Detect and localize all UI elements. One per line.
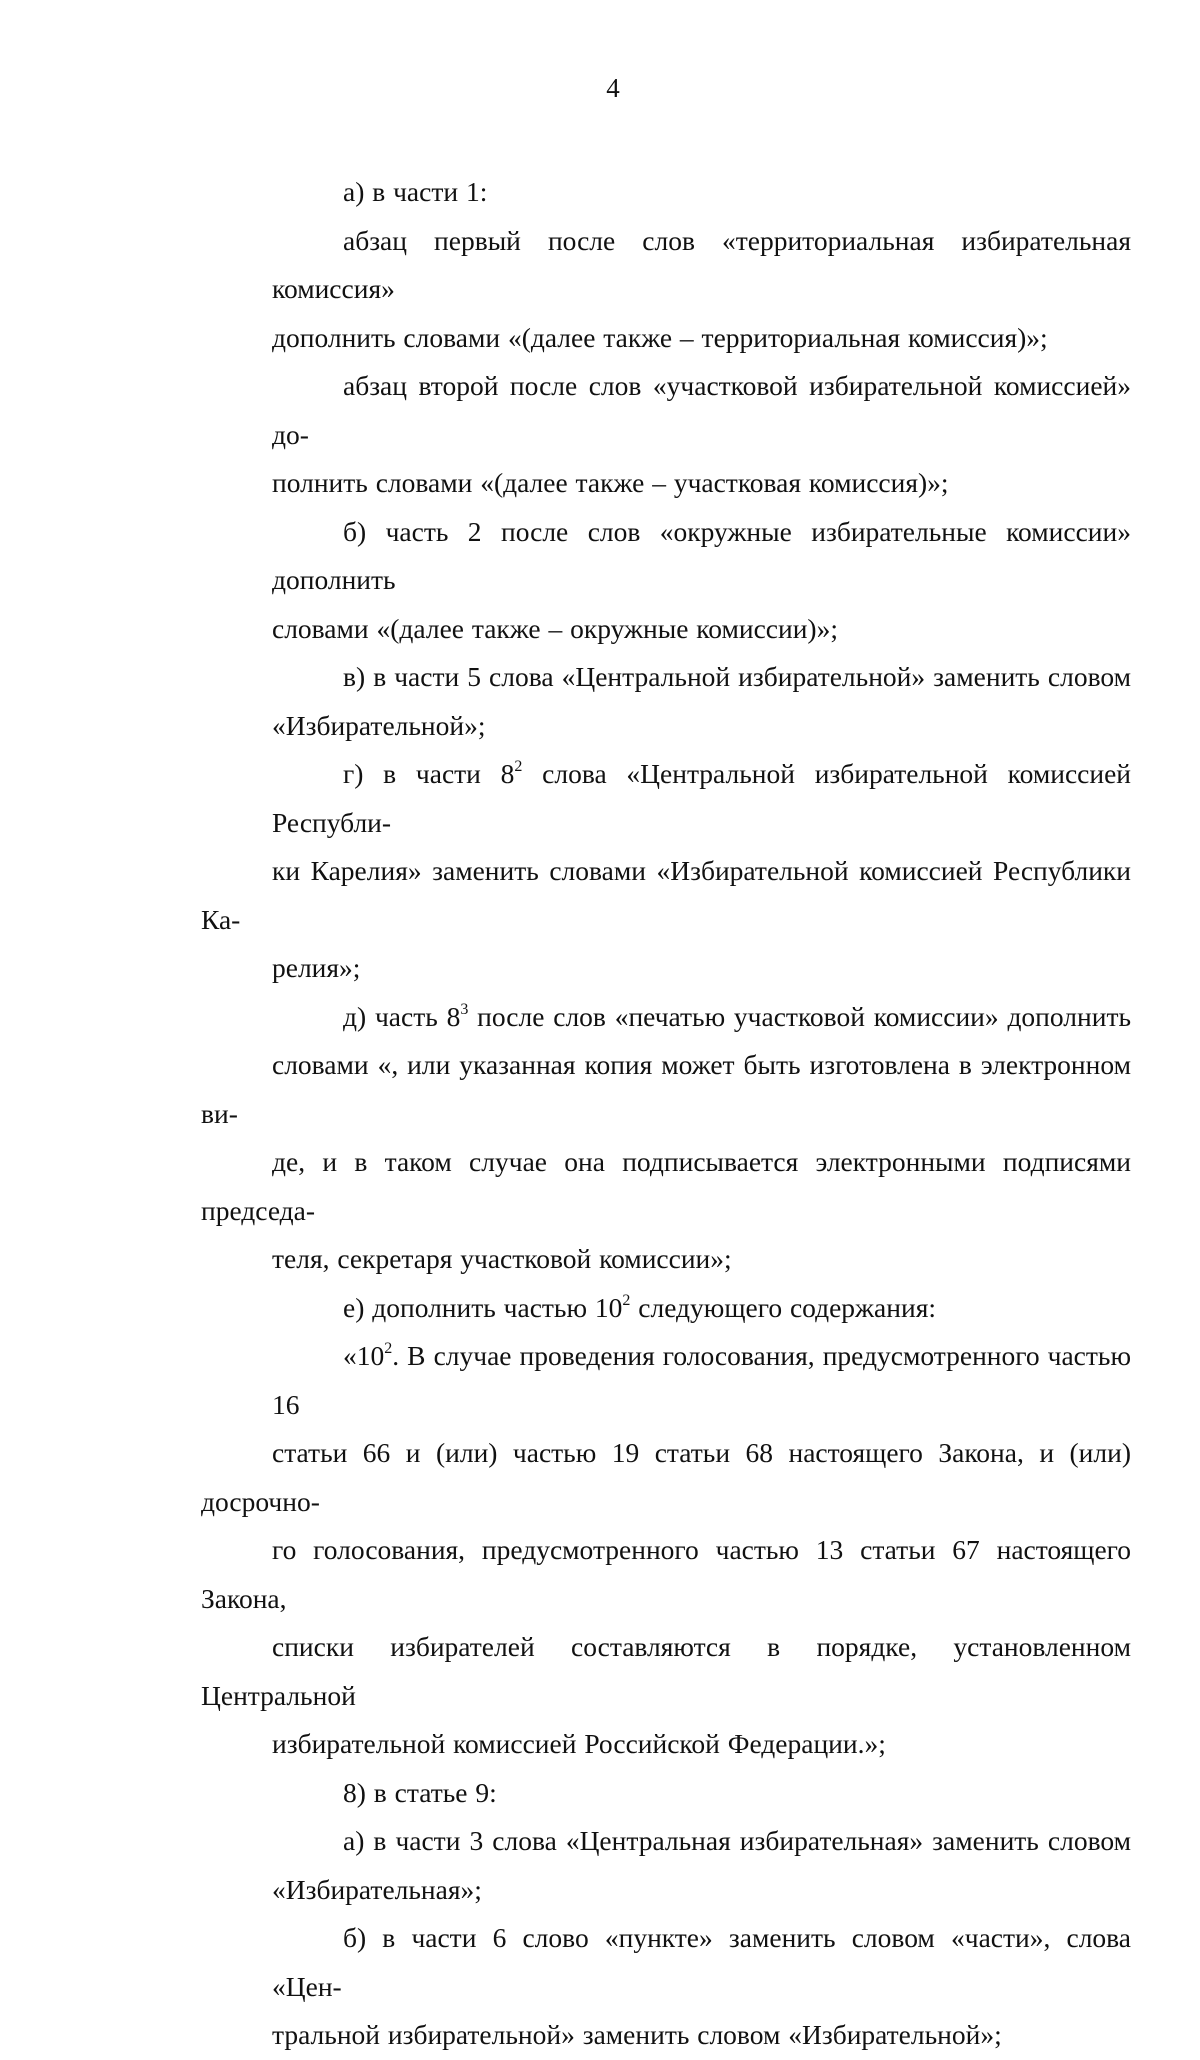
text-fragment: «10 [343,1340,385,1371]
paragraph-a-part3 [201,1817,1131,1914]
text-line: б) в части 6 слово «пункте» заменить словом «части», слова «Цен- [272,1922,1131,2002]
text-fragment: после слов «печатью участковой комиссии» дополнить [468,1000,1132,1032]
text-line: полнить словами «(далее также – участковая комиссия)»; [272,467,949,498]
text-line: «Избирательной»; [272,709,486,741]
text-fragment: . В случае проведения голосования, предусмотренного частью 16 [272,1340,1131,1420]
paragraph-g-part8-2 [201,750,1131,993]
paragraph-b-part6 [201,1914,1131,2060]
paragraph-v-part5 [201,653,1131,750]
text-line [201,750,1131,847]
paragraph-quoted-part10-2 [201,1332,1131,1769]
superscript: 2 [514,758,523,775]
text-fragment: г) в части 8 [343,758,515,789]
text-fragment: следующего содержания: [630,1291,936,1323]
page-number: 4 [606,73,620,103]
text-line: б) часть 2 после слов «окружные избирательные комиссии» дополнить [272,515,1131,595]
text-fragment: д) часть 8 [343,1000,461,1032]
text-line [201,993,1131,1042]
text-line: списки избирателей составляются в порядке, установленном Центральной [201,1631,1131,1711]
text-line: теля, секретаря участковой комиссии»; [272,1243,732,1274]
text-line: тральной избирательной» заменить словом «Избирательной»; [272,2019,1002,2050]
text-line: а) в части 1: [343,176,488,207]
text-line: статьи 66 и (или) частью 19 статьи 68 настоящего Закона, и (или) досрочно- [201,1437,1131,1517]
paragraph-a-part1 [201,168,1131,217]
text-line: словами «(далее также – окружные комиссии)»; [272,612,838,644]
text-line: ки Карелия» заменить словами «Избирательной комиссией Республики Ка- [201,855,1131,935]
text-fragment: е) дополнить частью 10 [343,1291,623,1323]
paragraph-b-part2 [201,508,1131,654]
superscript: 2 [384,1340,393,1357]
paragraph-abzac-vtoroi [201,362,1131,508]
text-line: абзац первый после слов «территориальная избирательная комиссия» [272,224,1131,304]
superscript: 3 [460,1000,469,1018]
text-line: избирательной комиссией Российской Федерации.»; [272,1728,886,1759]
text-line: словами «, или указанная копия может быть изготовлена в электронном ви- [201,1049,1131,1129]
text-line: релия»; [272,952,361,983]
text-line: абзац второй после слов «участковой избирательной комиссией» до- [272,370,1131,450]
text-fragment: слова «Центральной избирательной комиссией Республи- [272,758,1132,838]
text-line: дополнить словами «(далее также – территориальная комиссия)»; [272,321,1048,353]
superscript: 2 [622,1291,631,1309]
paragraph-8-article9 [201,1769,1131,1818]
document-body [201,168,1131,2060]
paragraph-d-part8-3 [201,993,1131,1284]
text-line: го голосования, предусмотренного частью 13 статьи 67 настоящего Закона, [201,1534,1131,1614]
paragraph-e-part10-2 [201,1284,1131,1333]
text-line: де, и в таком случае она подписывается электронными подписями председа- [201,1146,1131,1226]
text-line [201,1332,1131,1429]
text-line: а) в части 3 слова «Центральная избирательная» заменить словом [343,1825,1131,1856]
text-line [201,1284,1131,1333]
paragraph-abzac-pervyi [201,217,1131,363]
text-line: «Избирательная»; [272,1873,482,1905]
text-line: 8) в статье 9: [343,1776,497,1808]
text-line: в) в части 5 слова «Центральной избирательной» заменить словом [343,661,1131,692]
